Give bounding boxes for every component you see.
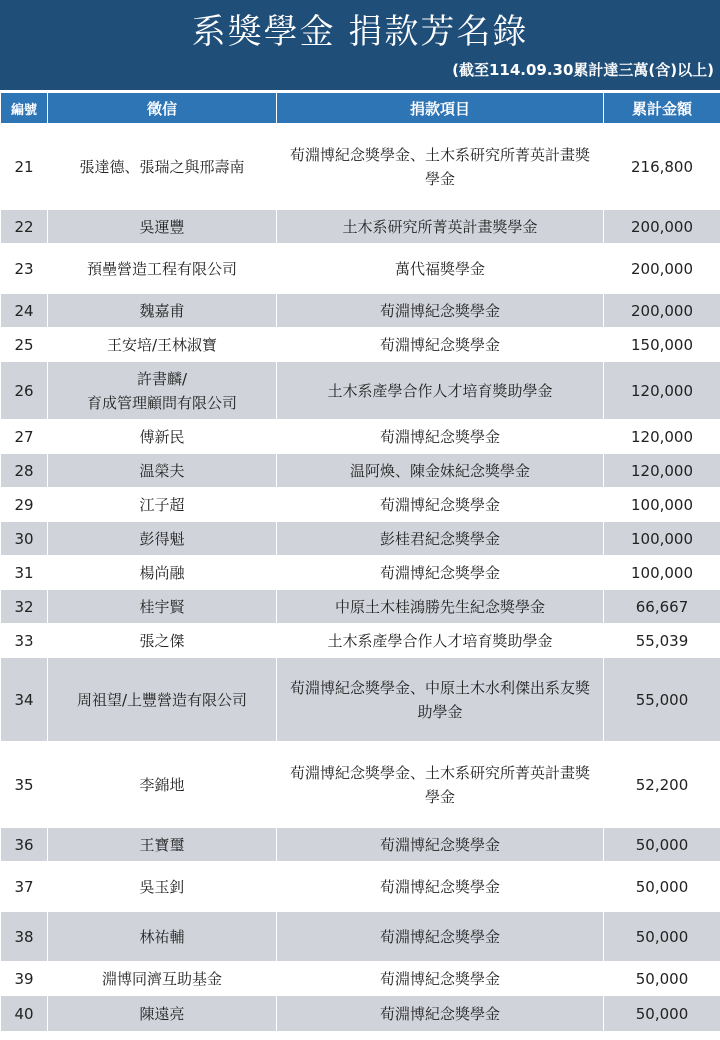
table-row [1,124,720,210]
row-number: 35 [1,742,48,828]
donor-name: 王寶璽 [48,828,277,862]
row-number: 33 [1,624,48,658]
donation-item: 中原土木桂鴻勝先生紀念獎學金 [277,590,604,624]
table-row [1,962,720,996]
row-number: 21 [1,124,48,210]
cumulative-amount: 200,000 [604,210,720,244]
table-header-row [1,93,720,124]
donor-name: 温榮夫 [48,454,277,488]
table-row [1,590,720,624]
cumulative-amount: 120,000 [604,362,720,420]
row-number: 38 [1,912,48,962]
row-number: 37 [1,862,48,912]
cumulative-amount: 100,000 [604,556,720,590]
row-number: 29 [1,488,48,522]
table-row [1,244,720,294]
cumulative-amount: 50,000 [604,996,720,1032]
row-number: 31 [1,556,48,590]
donor-name: 許書麟/ 育成管理顧問有限公司 [48,362,277,420]
cumulative-amount: 200,000 [604,244,720,294]
donor-name: 桂宇賢 [48,590,277,624]
table-row [1,420,720,454]
cumulative-amount: 50,000 [604,862,720,912]
donor-name: 陳遠亮 [48,996,277,1032]
table-row [1,862,720,912]
donation-item: 荀淵博紀念獎學金 [277,488,604,522]
row-number: 39 [1,962,48,996]
donation-item: 荀淵博紀念獎學金、土木系研究所菁英計畫獎學金 [277,124,604,210]
row-number: 28 [1,454,48,488]
cumulative-amount: 50,000 [604,828,720,862]
cumulative-amount: 55,039 [604,624,720,658]
cumulative-amount: 50,000 [604,912,720,962]
donor-name: 周祖望/上豐營造有限公司 [48,658,277,742]
donation-item: 萬代福獎學金 [277,244,604,294]
cumulative-amount: 50,000 [604,962,720,996]
row-number: 32 [1,590,48,624]
donor-name: 吳運豐 [48,210,277,244]
row-number: 24 [1,294,48,328]
row-number: 40 [1,996,48,1032]
column-header-donor: 徵信 [48,93,277,124]
table-row [1,362,720,420]
table-row [1,488,720,522]
donation-item: 土木系研究所菁英計畫獎學金 [277,210,604,244]
table-row [1,328,720,362]
donation-item: 荀淵博紀念獎學金 [277,996,604,1032]
donor-name: 吳玉釗 [48,862,277,912]
donation-item: 荀淵博紀念獎學金、中原土木水利傑出系友獎助學金 [277,658,604,742]
table-row [1,912,720,962]
donor-name: 彭得魁 [48,522,277,556]
page-subtitle: (截至114.09.30累計達三萬(含)以上) [452,61,714,79]
table-row [1,742,720,828]
table-row [1,828,720,862]
row-number: 25 [1,328,48,362]
table-row [1,556,720,590]
row-number: 23 [1,244,48,294]
donation-item: 温阿煥、陳金妹紀念獎學金 [277,454,604,488]
column-header-number: 編號 [1,93,48,124]
donor-name: 傅新民 [48,420,277,454]
table-row [1,996,720,1032]
donation-item: 荀淵博紀念獎學金 [277,828,604,862]
donor-name: 王安培/王林淑寶 [48,328,277,362]
donor-name: 魏嘉甫 [48,294,277,328]
donor-table [0,92,720,1032]
cumulative-amount: 100,000 [604,522,720,556]
donation-item: 荀淵博紀念獎學金 [277,862,604,912]
donor-name: 楊尚融 [48,556,277,590]
donor-name: 江子超 [48,488,277,522]
donation-item: 荀淵博紀念獎學金 [277,420,604,454]
cumulative-amount: 120,000 [604,420,720,454]
row-number: 22 [1,210,48,244]
table-row [1,294,720,328]
cumulative-amount: 120,000 [604,454,720,488]
page-title: 系獎學金 捐款芳名錄 [191,12,529,52]
table-row [1,658,720,742]
donation-item: 荀淵博紀念獎學金 [277,556,604,590]
row-number: 30 [1,522,48,556]
donation-item: 土木系產學合作人才培育獎助學金 [277,624,604,658]
cumulative-amount: 66,667 [604,590,720,624]
page-header [0,0,720,90]
row-number: 27 [1,420,48,454]
donor-name: 淵博同濟互助基金 [48,962,277,996]
donation-item: 荀淵博紀念獎學金 [277,962,604,996]
table-row [1,210,720,244]
cumulative-amount: 150,000 [604,328,720,362]
column-header-item: 捐款項目 [277,93,604,124]
donor-name: 張達德、張瑞之與邢壽南 [48,124,277,210]
row-number: 36 [1,828,48,862]
table-row [1,454,720,488]
cumulative-amount: 216,800 [604,124,720,210]
donation-item: 荀淵博紀念獎學金、土木系研究所菁英計畫獎學金 [277,742,604,828]
table-row [1,522,720,556]
cumulative-amount: 100,000 [604,488,720,522]
donation-item: 彭桂君紀念獎學金 [277,522,604,556]
donation-item: 土木系產學合作人才培育獎助學金 [277,362,604,420]
donation-item: 荀淵博紀念獎學金 [277,328,604,362]
donation-item: 荀淵博紀念獎學金 [277,294,604,328]
table-row [1,624,720,658]
donor-name: 預壘營造工程有限公司 [48,244,277,294]
row-number: 26 [1,362,48,420]
donor-name: 林祐輔 [48,912,277,962]
donation-item: 荀淵博紀念獎學金 [277,912,604,962]
row-number: 34 [1,658,48,742]
cumulative-amount: 200,000 [604,294,720,328]
donor-name: 張之傑 [48,624,277,658]
column-header-amount: 累計金額 [604,93,720,124]
cumulative-amount: 55,000 [604,658,720,742]
donor-name: 李錦地 [48,742,277,828]
cumulative-amount: 52,200 [604,742,720,828]
